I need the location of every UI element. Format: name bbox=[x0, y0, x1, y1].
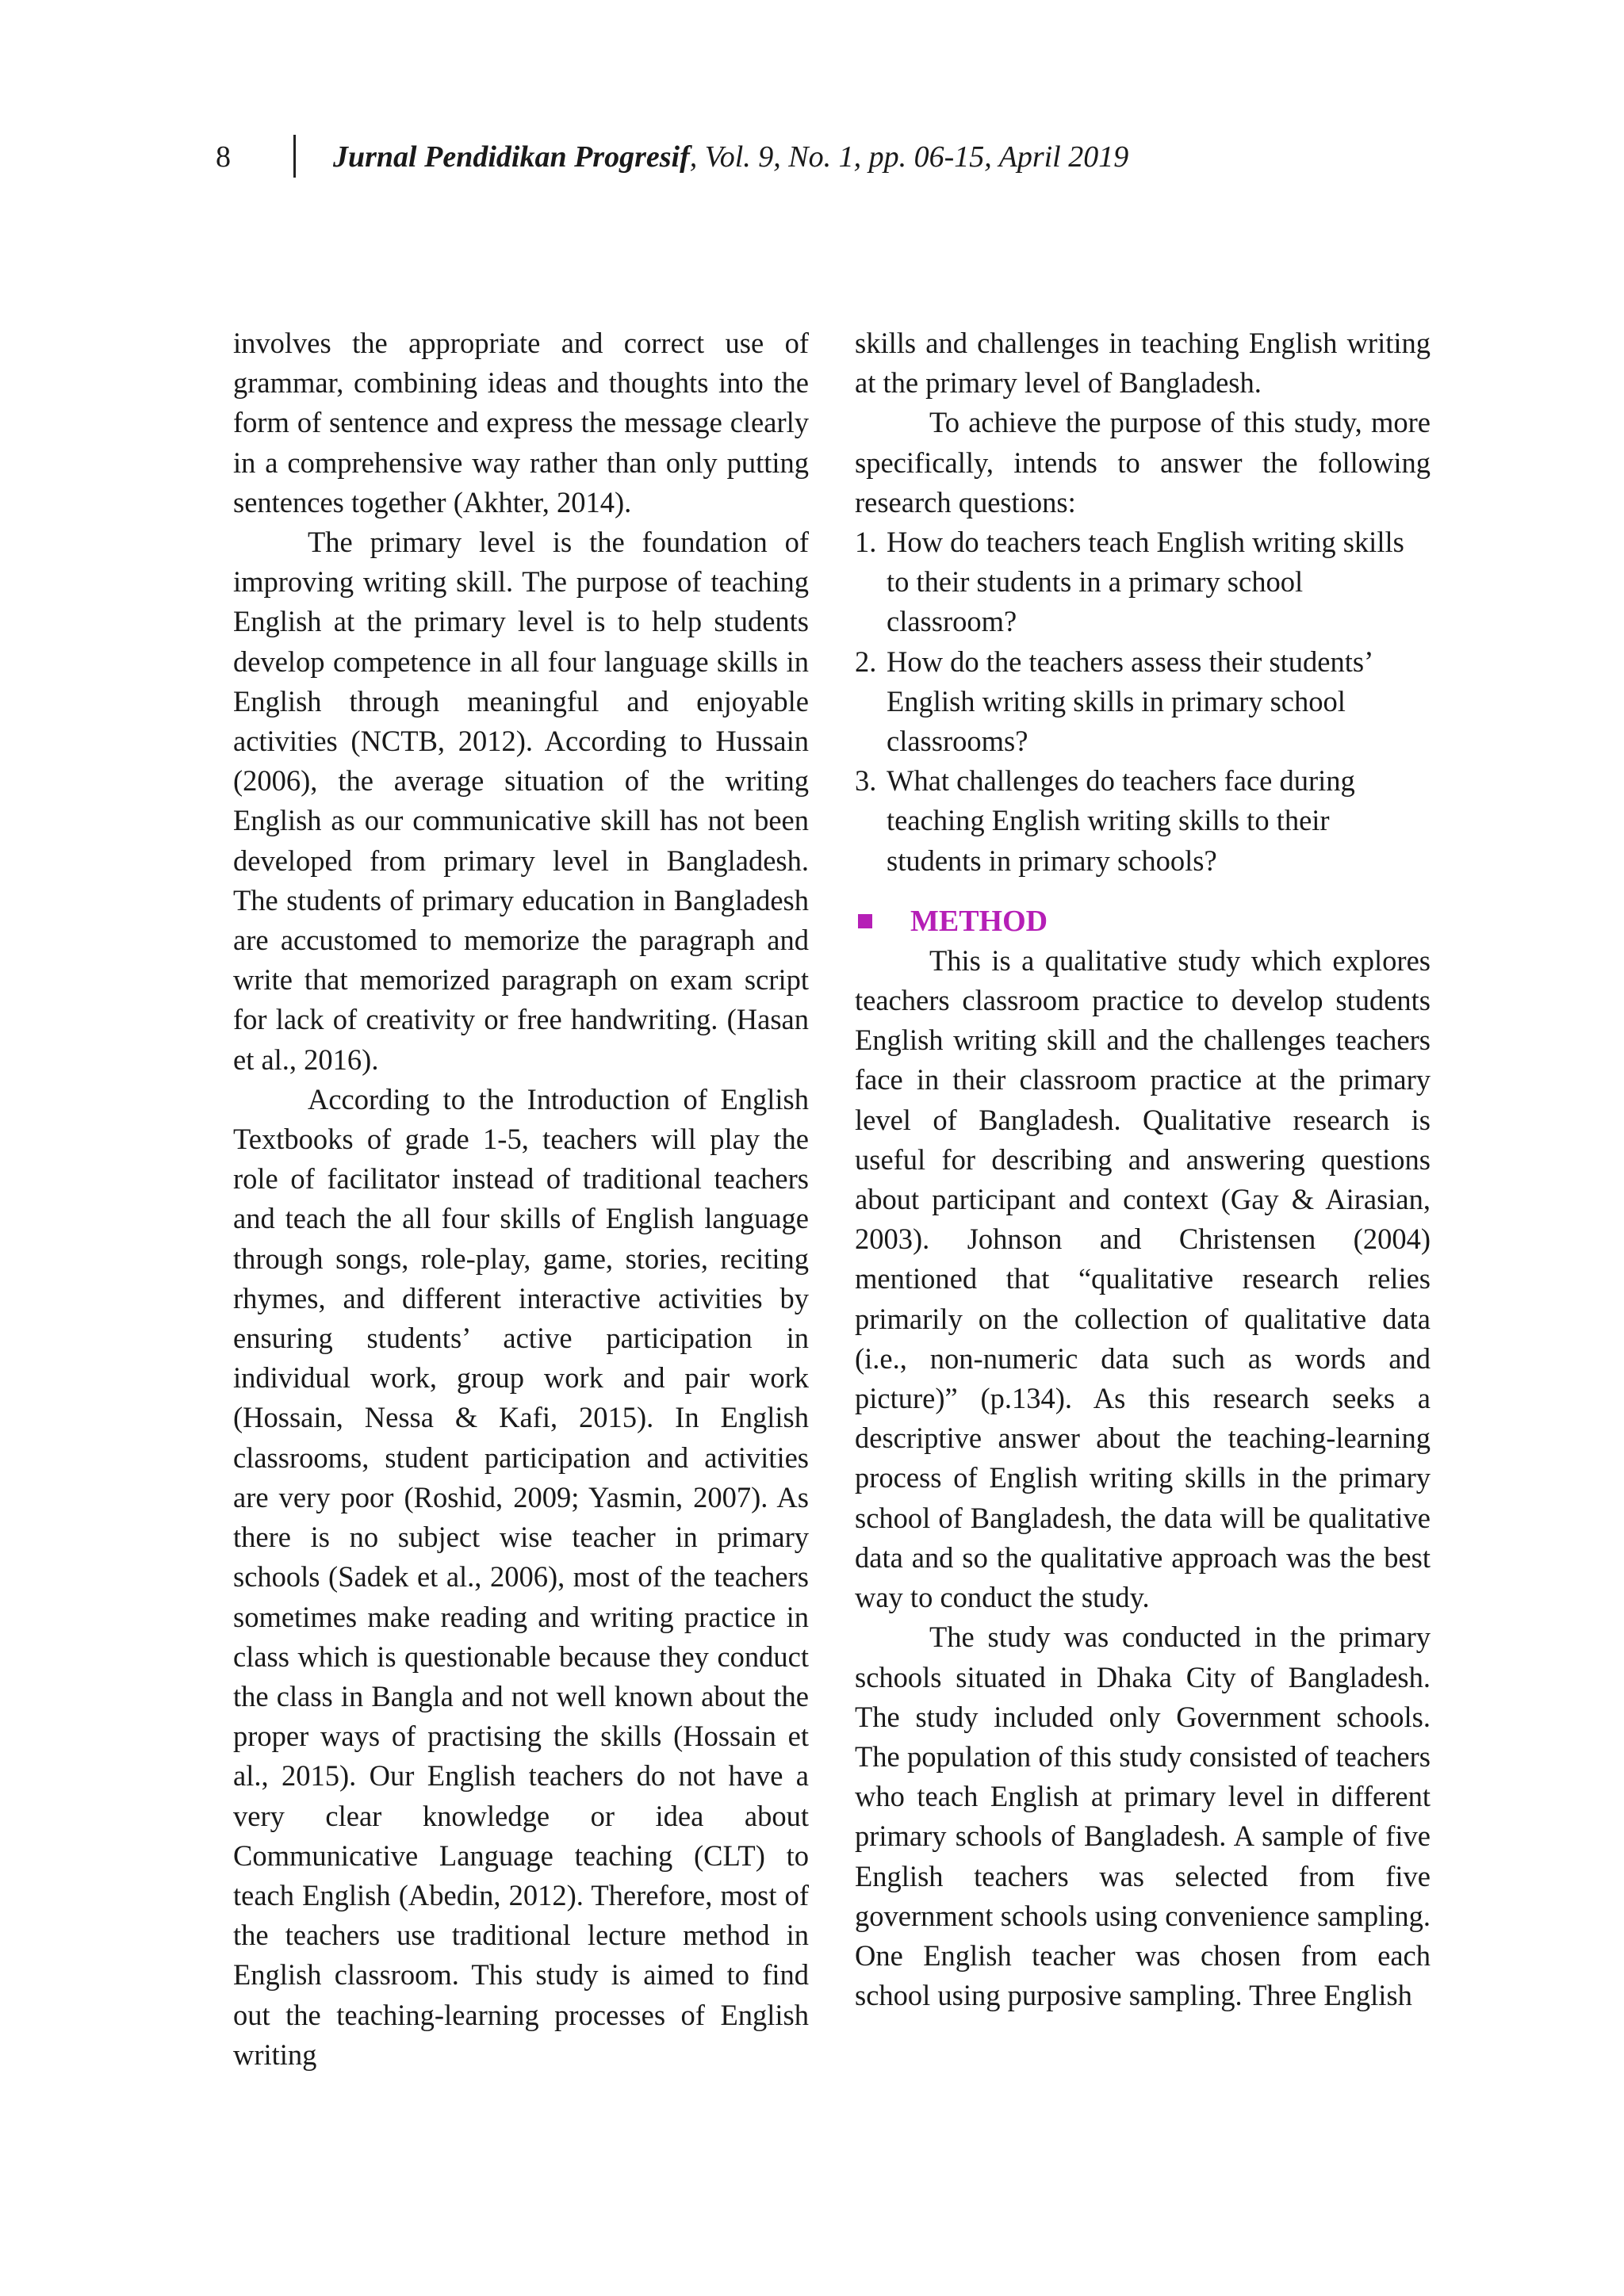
paragraph-continued: involves the appropriate and correct use of grammar, combining ideas and thoughts into the form of sentence and express the message clearly in a comprehensive way rather than only putting sentences together (Akhter, 2014). bbox=[233, 327, 809, 519]
header-divider bbox=[293, 135, 296, 178]
question-number: 3. bbox=[855, 764, 877, 798]
question-text: How do the teachers assess their students’ English writing skills in primary school classrooms? bbox=[887, 645, 1372, 758]
running-header bbox=[0, 133, 1624, 181]
journal-name: Jurnal Pendidikan Progresif bbox=[333, 140, 690, 174]
left-column bbox=[233, 323, 809, 2075]
paragraph-study-setting: The study was conducted in the primary schools situated in Dhaka City of Bangladesh. The study included only Government schools. The population of this study consisted of teachers who teach English at primary level in different primary schools of Bangladesh. A sample of five English teachers was selected from five government schools using convenience sampling. One English teacher was chosen from each school using purposive sampling. Three English bbox=[855, 1621, 1431, 2012]
research-question bbox=[855, 522, 1431, 642]
journal-details: , Vol. 9, No. 1, pp. 06-15, April 2019 bbox=[689, 140, 1129, 174]
question-number: 1. bbox=[855, 526, 877, 559]
research-question bbox=[855, 642, 1431, 762]
paragraph-primary-level: The primary level is the foundation of improving writing skill. The purpose of teaching English at the primary level is to help students develop competence in all four language skills in English through meaningful and enjoyable activities (NCTB, 2012). According to Hussain (2006), the average situation of the writing English as our communicative skill has not been developed from primary level in Bangladesh. The students of primary education in Bangladesh are accustomed to memorize the paragraph and write that memorized paragraph on exam script for lack of creativity or free handwriting. (Hasan et al., 2016). bbox=[233, 526, 809, 1076]
question-number: 2. bbox=[855, 645, 877, 678]
paragraph-method: This is a qualitative study which explores teachers classroom practice to develop students English writing skill and the challenges teachers face in their classroom practice at the primary level of Bangladesh. Qualitative research is useful for describing and answering questions about participant and context (Gay & Airasian, 2003). Johnson and Christensen (2004) mentioned that “qualitative research relies primarily on the collection of qualitative data (i.e., non-numeric data such as words and picture)” (p.134). As this research seeks a descriptive answer about the teaching-learning process of English writing skills in the primary school of Bangladesh, the data will be qualitative data and so the qualitative approach was the best way to conduct the study. bbox=[855, 943, 1431, 1614]
paragraph-textbooks: According to the Introduction of English Textbooks of grade 1-5, teachers will play the role of facilitator instead of traditional teachers and teach the all four skills of English language through songs, role-play, game, stories, reciting rhymes, and different interactive activities by ensuring students’ active participation in individual work, group work and pair work (Hossain, Nessa & Kafi, 2015). In English classrooms, student participation and activities are very poor (Roshid, 2009; Yasmin, 2007). As there is no subject wise teacher in primary schools (Sadek et al., 2006), most of the teachers sometimes make reading and writing practice in class which is questionable because they conduct the class in Bangla and not well known about the proper ways of practising the skills (Hossain et al., 2015). Our English teachers do not have a very clear knowledge or idea about Communicative Language teaching (CLT) to teach English (Abedin, 2012). Therefore, most of the teachers use traditional lecture method in English classroom. This study is aimed to find out the teaching-learning processes of English writing bbox=[233, 1082, 809, 2071]
question-text: What challenges do teachers face during teaching English writing skills to their students in primary schools? bbox=[887, 764, 1355, 877]
research-question bbox=[855, 761, 1431, 881]
section-heading-text: METHOD bbox=[910, 904, 1048, 938]
question-text: How do teachers teach English writing skills to their students in a primary school classroom? bbox=[887, 526, 1404, 638]
research-questions-list bbox=[855, 522, 1431, 881]
section-heading-method bbox=[855, 901, 1431, 941]
paragraph-purpose: To achieve the purpose of this study, more specifically, intends to answer the following research questions: bbox=[855, 406, 1431, 519]
paragraph-skills: skills and challenges in teaching English writing at the primary level of Bangladesh. bbox=[855, 327, 1431, 400]
page-number: 8 bbox=[216, 140, 231, 174]
right-column bbox=[855, 323, 1431, 2015]
square-bullet-icon bbox=[858, 914, 872, 928]
journal-citation bbox=[333, 133, 1128, 181]
